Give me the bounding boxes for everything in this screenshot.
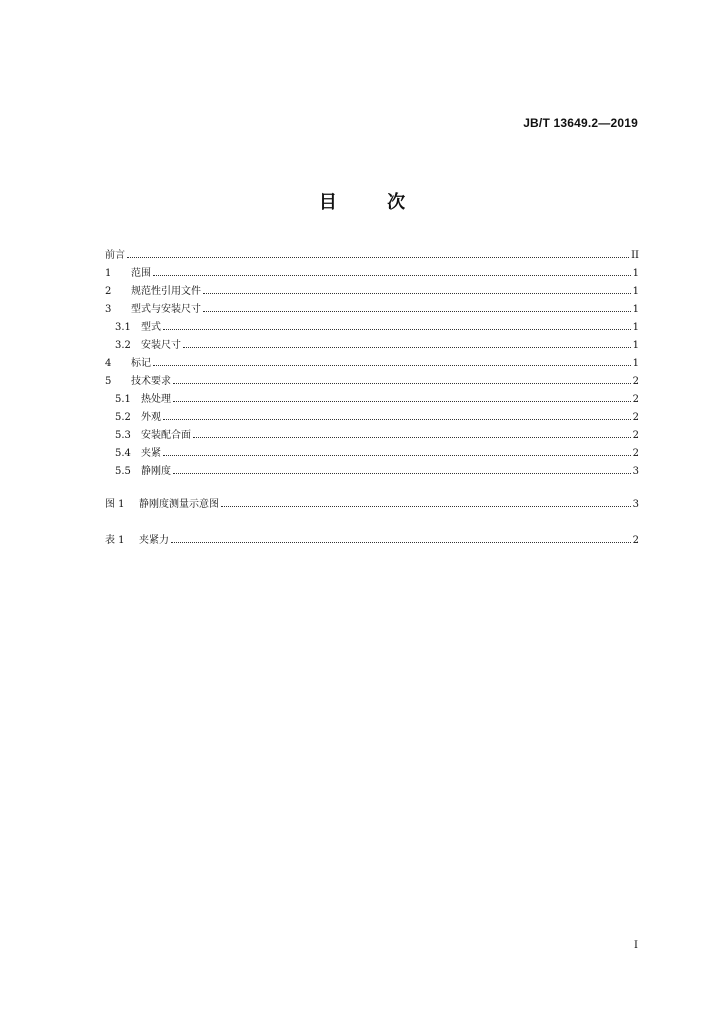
toc-entry[interactable] xyxy=(105,265,639,283)
toc-leader-dots xyxy=(171,541,631,543)
toc-entry[interactable] xyxy=(105,496,639,514)
toc-entry-number: 3 xyxy=(105,304,112,315)
toc-tables-list xyxy=(105,532,639,550)
toc-entry-number: 5.5 xyxy=(115,466,131,477)
toc-entry[interactable] xyxy=(105,427,639,445)
toc-entry-label: 前言 xyxy=(105,250,125,261)
toc-entry-label: 静刚度测量示意图 xyxy=(139,499,219,510)
toc-entry-page: II xyxy=(631,250,639,261)
toc-entry[interactable] xyxy=(105,337,639,355)
toc-leader-dots xyxy=(183,346,631,348)
toc-entry-label: 安装配合面 xyxy=(141,430,191,441)
toc-figures-list xyxy=(105,496,639,514)
toc-leader-dots xyxy=(193,436,631,438)
toc-leader-dots xyxy=(173,472,631,474)
toc-entry[interactable] xyxy=(105,409,639,427)
page-number: I xyxy=(634,940,638,951)
toc-entry[interactable] xyxy=(105,319,639,337)
toc-entry-number: 5.4 xyxy=(115,448,131,459)
toc-leader-dots xyxy=(153,364,631,366)
toc-leader-dots xyxy=(173,400,631,402)
toc-entry-page: 3 xyxy=(632,466,639,477)
toc-entry[interactable] xyxy=(105,301,639,319)
toc-entry-number: 2 xyxy=(105,286,112,297)
toc-entry-number: 1 xyxy=(105,268,112,279)
toc-entry-label: 标记 xyxy=(131,358,151,369)
toc-entry-page: 1 xyxy=(632,322,639,333)
toc-entry-label: 规范性引用文件 xyxy=(131,286,201,297)
toc-entry-label: 安装尺寸 xyxy=(141,340,181,351)
toc-leader-dots xyxy=(163,418,631,420)
document-code: JB/T 13649.2—2019 xyxy=(523,116,638,130)
toc-title-char-2: 次 xyxy=(387,192,406,213)
toc-entry-label: 外观 xyxy=(141,412,161,423)
toc-entry-page: 2 xyxy=(632,412,639,423)
toc-entry[interactable] xyxy=(105,247,639,265)
toc-entry-label: 技术要求 xyxy=(131,376,171,387)
toc-entry-label: 范围 xyxy=(131,268,151,279)
toc-leader-dots xyxy=(163,328,631,330)
toc-entry-page: 1 xyxy=(632,304,639,315)
toc-leader-dots xyxy=(221,505,631,507)
toc-entry-number: 表 1 xyxy=(105,535,125,546)
toc-leader-dots xyxy=(153,274,631,276)
toc-leader-dots xyxy=(173,382,631,384)
toc-entry-page: 1 xyxy=(632,286,639,297)
toc-entry-label: 夹紧力 xyxy=(139,535,169,546)
toc-entry-label: 型式与安装尺寸 xyxy=(131,304,201,315)
toc-leader-dots xyxy=(203,310,631,312)
toc-entry-number: 5.2 xyxy=(115,412,131,423)
toc-entry-label: 热处理 xyxy=(141,394,171,405)
toc-entry[interactable] xyxy=(105,391,639,409)
toc-entry-number: 3.2 xyxy=(115,340,131,351)
toc-entry-page: 2 xyxy=(632,535,639,546)
toc-entry-number: 4 xyxy=(105,358,112,369)
toc-entry-page: 2 xyxy=(632,448,639,459)
toc-leader-dots xyxy=(127,256,629,258)
toc-entry-label: 夹紧 xyxy=(141,448,161,459)
toc-entry-label: 型式 xyxy=(141,322,161,333)
toc-leader-dots xyxy=(203,292,631,294)
toc-entry[interactable] xyxy=(105,463,639,481)
toc-entry[interactable] xyxy=(105,373,639,391)
toc-entry-number: 5.1 xyxy=(115,394,131,405)
toc-entry-number: 图 1 xyxy=(105,499,125,510)
toc-title-char-1: 目 xyxy=(318,192,337,213)
toc-entry-page: 1 xyxy=(632,340,639,351)
toc-main-list xyxy=(105,247,639,481)
toc-entry[interactable] xyxy=(105,355,639,373)
toc-entry-number: 3.1 xyxy=(115,322,131,333)
toc-leader-dots xyxy=(163,454,631,456)
toc-entry-page: 2 xyxy=(632,376,639,387)
toc-entry-page: 3 xyxy=(632,499,639,510)
toc-entry-page: 2 xyxy=(632,394,639,405)
toc-entry-number: 5.3 xyxy=(115,430,131,441)
toc-entry-page: 1 xyxy=(632,268,639,279)
toc-entry-number: 5 xyxy=(105,376,112,387)
toc-entry[interactable] xyxy=(105,445,639,463)
toc-entry[interactable] xyxy=(105,532,639,550)
toc-entry-label: 静刚度 xyxy=(141,466,171,477)
toc-entry[interactable] xyxy=(105,283,639,301)
toc-entry-page: 2 xyxy=(632,430,639,441)
toc-title xyxy=(0,188,724,214)
toc-entry-page: 1 xyxy=(632,358,639,369)
